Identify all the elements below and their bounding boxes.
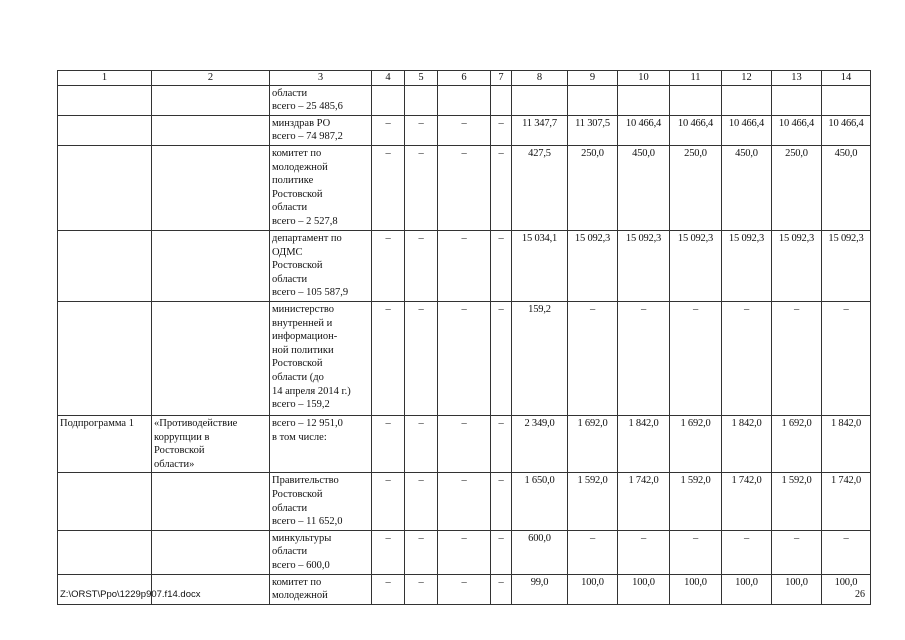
- header-cell: 3: [270, 71, 372, 86]
- footer-file-path: Z:\ORST\Ppo\1229p907.f14.docx: [60, 589, 201, 600]
- value-cell: –: [772, 530, 822, 574]
- value-cell: [568, 85, 618, 115]
- table-row: [58, 85, 871, 115]
- header-cell: 14: [822, 71, 871, 86]
- value-cell: 1 742,0: [822, 473, 871, 530]
- value-cell: –: [618, 301, 670, 415]
- value-cell: [670, 85, 722, 115]
- value-cell: 15 092,3: [772, 230, 822, 301]
- value-cell: –: [405, 115, 438, 145]
- value-cell: –: [491, 530, 512, 574]
- program-cell: [58, 85, 152, 115]
- executor-cell: Правительство Ростовской области всего – 11 652,0: [270, 473, 372, 530]
- value-cell: –: [438, 301, 491, 415]
- value-cell: 1 842,0: [722, 415, 772, 472]
- value-cell: 15 092,3: [618, 230, 670, 301]
- value-cell: –: [822, 301, 871, 415]
- value-cell: 1 742,0: [722, 473, 772, 530]
- value-cell: –: [372, 530, 405, 574]
- value-cell: 250,0: [670, 145, 722, 230]
- value-cell: –: [438, 473, 491, 530]
- table-row: [58, 473, 871, 530]
- value-cell: 450,0: [618, 145, 670, 230]
- value-cell: –: [405, 574, 438, 604]
- value-cell: 10 466,4: [722, 115, 772, 145]
- header-cell: 8: [512, 71, 568, 86]
- value-cell: –: [438, 230, 491, 301]
- value-cell: –: [438, 530, 491, 574]
- page-number: 26: [855, 589, 865, 600]
- value-cell: –: [372, 574, 405, 604]
- value-cell: 1 592,0: [670, 473, 722, 530]
- value-cell: 11 347,7: [512, 115, 568, 145]
- value-cell: –: [491, 574, 512, 604]
- table-row: [58, 230, 871, 301]
- value-cell: –: [491, 301, 512, 415]
- value-cell: 15 092,3: [670, 230, 722, 301]
- value-cell: –: [372, 115, 405, 145]
- value-cell: –: [372, 230, 405, 301]
- subprogram-name-cell: «Противодействие коррупции в Ростовской области»: [152, 415, 270, 472]
- value-cell: –: [405, 145, 438, 230]
- table-row: [58, 115, 871, 145]
- value-cell: 1 692,0: [568, 415, 618, 472]
- value-cell: [438, 85, 491, 115]
- executor-cell: министерство внутренней и информацион- ной политики Ростовской области (до 14 апреля 2014 г.) всего – 159,2: [270, 301, 372, 415]
- value-cell: –: [405, 301, 438, 415]
- subprogram-name-cell: [152, 230, 270, 301]
- value-cell: –: [772, 301, 822, 415]
- value-cell: –: [618, 530, 670, 574]
- value-cell: 10 466,4: [670, 115, 722, 145]
- header-row: [58, 71, 871, 86]
- value-cell: 1 742,0: [618, 473, 670, 530]
- value-cell: 1 592,0: [772, 473, 822, 530]
- value-cell: 99,0: [512, 574, 568, 604]
- subprogram-name-cell: [152, 115, 270, 145]
- value-cell: –: [491, 415, 512, 472]
- value-cell: –: [438, 415, 491, 472]
- value-cell: 15 092,3: [722, 230, 772, 301]
- value-cell: 1 692,0: [772, 415, 822, 472]
- value-cell: –: [405, 530, 438, 574]
- value-cell: 159,2: [512, 301, 568, 415]
- value-cell: [372, 85, 405, 115]
- value-cell: 11 307,5: [568, 115, 618, 145]
- header-cell: 13: [772, 71, 822, 86]
- table-row: [58, 145, 871, 230]
- executor-cell: области всего – 25 485,6: [270, 85, 372, 115]
- value-cell: 100,0: [772, 574, 822, 604]
- value-cell: –: [372, 415, 405, 472]
- value-cell: –: [405, 230, 438, 301]
- header-cell: 4: [372, 71, 405, 86]
- executor-cell: минкультуры области всего – 600,0: [270, 530, 372, 574]
- value-cell: 100,0: [568, 574, 618, 604]
- value-cell: –: [372, 473, 405, 530]
- value-cell: 100,0: [618, 574, 670, 604]
- table-row: [58, 530, 871, 574]
- value-cell: 450,0: [722, 145, 772, 230]
- executor-cell: комитет по молодежной: [270, 574, 372, 604]
- value-cell: 100,0: [670, 574, 722, 604]
- value-cell: 450,0: [822, 145, 871, 230]
- value-cell: 100,0: [722, 574, 772, 604]
- value-cell: –: [670, 530, 722, 574]
- program-cell: [58, 301, 152, 415]
- executor-cell: всего – 12 951,0 в том числе:: [270, 415, 372, 472]
- value-cell: –: [491, 145, 512, 230]
- value-cell: 1 842,0: [618, 415, 670, 472]
- value-cell: –: [405, 473, 438, 530]
- value-cell: 10 466,4: [772, 115, 822, 145]
- program-cell: [58, 145, 152, 230]
- subprogram-name-cell: [152, 473, 270, 530]
- value-cell: 15 034,1: [512, 230, 568, 301]
- subprogram-name-cell: [152, 530, 270, 574]
- value-cell: –: [722, 530, 772, 574]
- value-cell: 600,0: [512, 530, 568, 574]
- value-cell: 1 842,0: [822, 415, 871, 472]
- header-cell: 11: [670, 71, 722, 86]
- value-cell: –: [722, 301, 772, 415]
- header-cell: 10: [618, 71, 670, 86]
- value-cell: –: [670, 301, 722, 415]
- value-cell: –: [491, 473, 512, 530]
- header-cell: 12: [722, 71, 772, 86]
- executor-cell: минздрав РО всего – 74 987,2: [270, 115, 372, 145]
- value-cell: 1 592,0: [568, 473, 618, 530]
- value-cell: [618, 85, 670, 115]
- value-cell: [405, 85, 438, 115]
- subprogram-name-cell: [152, 145, 270, 230]
- executor-cell: департамент по ОДМС Ростовской области всего – 105 587,9: [270, 230, 372, 301]
- value-cell: 1 692,0: [670, 415, 722, 472]
- value-cell: [491, 85, 512, 115]
- value-cell: –: [491, 230, 512, 301]
- value-cell: –: [438, 574, 491, 604]
- header-cell: 6: [438, 71, 491, 86]
- value-cell: 250,0: [568, 145, 618, 230]
- value-cell: 10 466,4: [822, 115, 871, 145]
- value-cell: [722, 85, 772, 115]
- value-cell: –: [405, 415, 438, 472]
- header-cell: 5: [405, 71, 438, 86]
- value-cell: –: [438, 115, 491, 145]
- value-cell: [772, 85, 822, 115]
- value-cell: 10 466,4: [618, 115, 670, 145]
- value-cell: –: [568, 301, 618, 415]
- program-cell: [58, 115, 152, 145]
- program-cell: [58, 473, 152, 530]
- program-cell: [58, 530, 152, 574]
- program-cell: Подпрограмма 1: [58, 415, 152, 472]
- budget-table: [57, 70, 871, 605]
- value-cell: –: [491, 115, 512, 145]
- value-cell: [822, 85, 871, 115]
- value-cell: 250,0: [772, 145, 822, 230]
- header-cell: 2: [152, 71, 270, 86]
- program-cell: [58, 230, 152, 301]
- value-cell: –: [822, 530, 871, 574]
- value-cell: 427,5: [512, 145, 568, 230]
- header-cell: 9: [568, 71, 618, 86]
- header-cell: 1: [58, 71, 152, 86]
- subprogram-name-cell: [152, 301, 270, 415]
- value-cell: –: [372, 145, 405, 230]
- header-cell: 7: [491, 71, 512, 86]
- value-cell: 1 650,0: [512, 473, 568, 530]
- value-cell: –: [372, 301, 405, 415]
- table-row: [58, 415, 871, 472]
- value-cell: 15 092,3: [568, 230, 618, 301]
- value-cell: –: [438, 145, 491, 230]
- table-row: [58, 301, 871, 415]
- subprogram-name-cell: [152, 85, 270, 115]
- value-cell: 15 092,3: [822, 230, 871, 301]
- value-cell: 100,0: [822, 574, 871, 604]
- value-cell: [512, 85, 568, 115]
- value-cell: 2 349,0: [512, 415, 568, 472]
- executor-cell: комитет по молодежной политике Ростовской области всего – 2 527,8: [270, 145, 372, 230]
- value-cell: –: [568, 530, 618, 574]
